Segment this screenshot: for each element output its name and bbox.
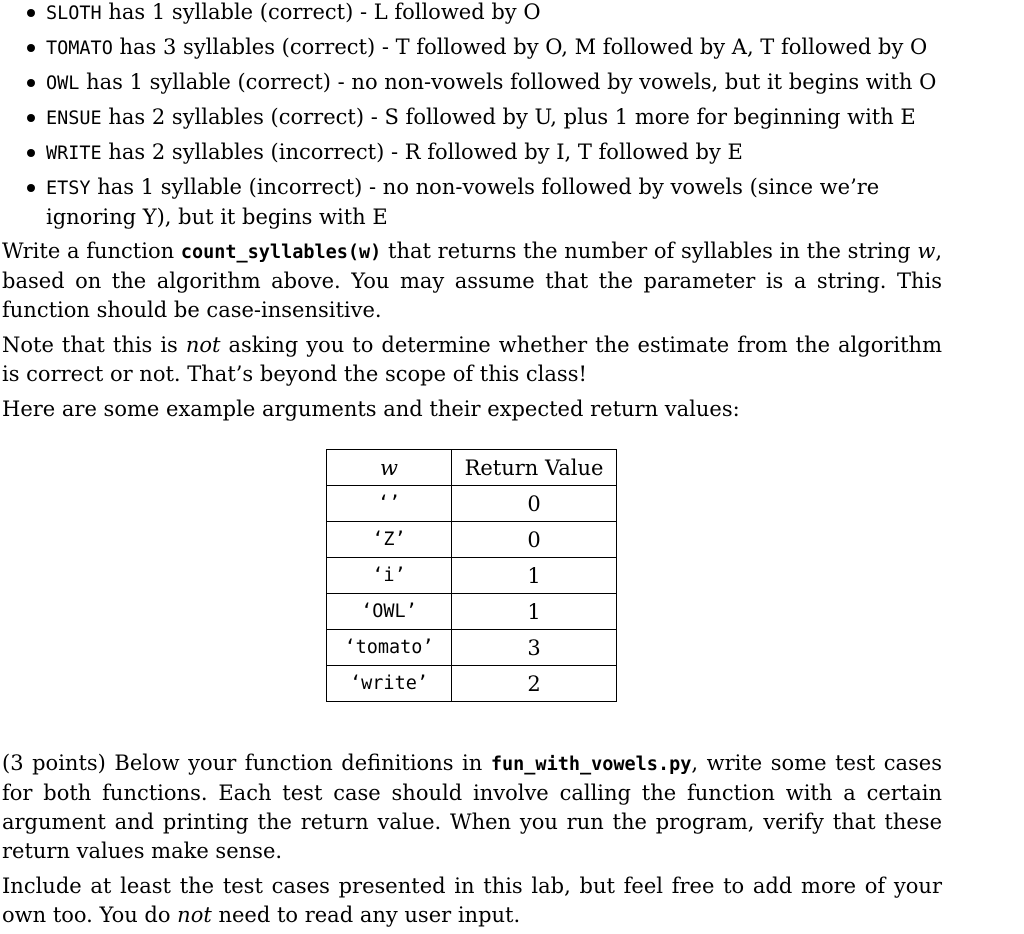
text-segment: Include at least the test cases presented in this lab, but feel free to add more of your own too. You do — [2, 874, 942, 927]
cell-argument: ‘OWL’ — [327, 594, 452, 630]
text-segment: Note that this is — [2, 333, 186, 357]
emphasis-not: not — [177, 903, 212, 927]
text-segment: Write a function — [2, 239, 181, 263]
table-row — [327, 666, 617, 702]
function-signature: count_syllables(w) — [180, 242, 382, 263]
example-word: WRITE — [46, 143, 102, 164]
syllable-examples-list — [2, 0, 942, 232]
header-w: w — [327, 450, 452, 486]
bullet-icon — [27, 44, 35, 52]
cell-argument: ‘Z’ — [327, 522, 452, 558]
example-word: ENSUE — [46, 108, 102, 129]
cell-return-value: 2 — [452, 666, 617, 702]
table-header-row — [327, 450, 617, 486]
cell-return-value: 0 — [452, 486, 617, 522]
example-description: has 3 syllables (correct) - T followed by O, M followed by A, T followed by O — [112, 35, 928, 59]
variable-w: w — [917, 239, 936, 263]
table-row — [327, 558, 617, 594]
function-description-paragraph — [2, 237, 942, 325]
table-row — [327, 522, 617, 558]
example-word: SLOTH — [46, 3, 102, 24]
example-description: has 2 syllables (correct) - S followed by U, plus 1 more for beginning with E — [101, 105, 916, 129]
list-item — [2, 68, 942, 98]
example-description: has 1 syllable (correct) - L followed by O — [101, 0, 541, 24]
bullet-icon — [27, 149, 35, 157]
example-word: OWL — [46, 73, 80, 94]
test-cases-paragraph — [2, 749, 942, 866]
example-description: has 2 syllables (incorrect) - R followed by I, T followed by E — [101, 140, 743, 164]
bullet-icon — [27, 79, 35, 87]
example-word: TOMATO — [46, 38, 113, 59]
cell-return-value: 1 — [452, 558, 617, 594]
text-segment: that returns the number of syllables in the string — [381, 239, 918, 263]
example-description: has 1 syllable (correct) - no non-vowels followed by vowels, but it begins with O — [79, 70, 937, 94]
cell-return-value: 1 — [452, 594, 617, 630]
cell-argument: ‘i’ — [327, 558, 452, 594]
list-item — [2, 103, 942, 133]
cell-return-value: 0 — [452, 522, 617, 558]
table-row — [327, 594, 617, 630]
list-item — [2, 0, 942, 28]
table-row — [327, 630, 617, 666]
list-item — [2, 173, 942, 232]
cell-argument: ‘’ — [327, 486, 452, 522]
cell-argument: ‘write’ — [327, 666, 452, 702]
text-segment: , based on the algorithm above. You may assume that the parameter is a string. This function should be case-insensitive. — [2, 239, 942, 322]
example-word: ETSY — [46, 178, 91, 199]
cell-argument: ‘tomato’ — [327, 630, 452, 666]
bullet-icon — [27, 114, 35, 122]
examples-table — [326, 449, 617, 702]
bullet-icon — [27, 184, 35, 192]
example-description: has 1 syllable (incorrect) - no non-vowels followed by vowels (since we’re ignoring Y), but it begins with E — [46, 175, 880, 229]
text-segment: , write some test cases for both functions. Each test case should involve calling the function with a certain argument and printing the return value. When you run the program, verify that these return values make sense. — [2, 751, 942, 863]
filename: fun_with_vowels.py — [490, 754, 692, 775]
list-item — [2, 33, 942, 63]
list-item — [2, 138, 942, 168]
note-paragraph — [2, 331, 942, 389]
examples-table-wrapper — [2, 449, 942, 702]
text-segment: (3 points) Below your function definitions in — [2, 751, 491, 775]
table-row — [327, 486, 617, 522]
header-return-value: Return Value — [452, 450, 617, 486]
text-segment: asking you to determine whether the estimate from the algorithm is correct or not. That’s beyond the scope of this class! — [2, 333, 942, 386]
emphasis-not: not — [185, 333, 221, 357]
bullet-icon — [27, 9, 35, 17]
include-tests-paragraph — [2, 872, 942, 930]
examples-intro-paragraph: Here are some example arguments and their expected return values: — [2, 397, 740, 421]
text-segment: need to read any user input. — [211, 903, 521, 927]
cell-return-value: 3 — [452, 630, 617, 666]
